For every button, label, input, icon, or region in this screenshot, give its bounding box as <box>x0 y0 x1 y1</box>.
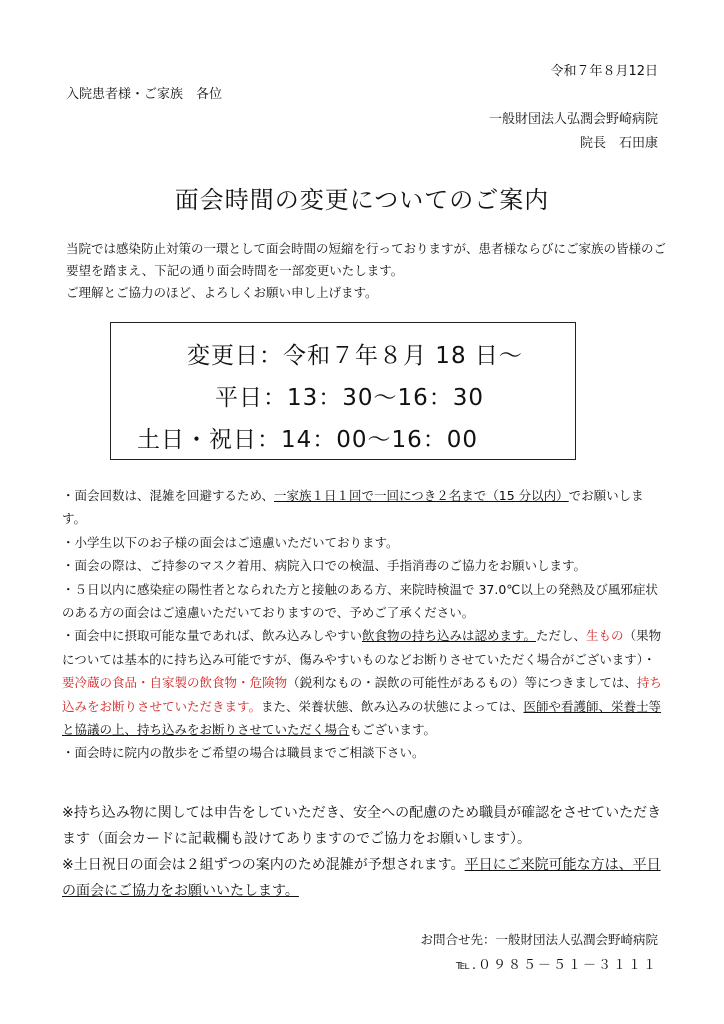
phone-number: ℡.０９８５－５１－３１１１ <box>455 958 658 973</box>
note-item: ・５日以内に感染症の陽性者となられた方と接触のある方、来院時検温で 37.0℃以上の発熱及び風邪症状のある方の面会はご遠慮いただいておりますので、予めご了承ください。 <box>62 581 658 621</box>
schedule-box <box>110 322 576 460</box>
note-text: （鋭利なもの・誤飲の可能性があるもの）等につきましては、 <box>287 675 637 691</box>
contact-label: お問合せ先：一般財団法人弘潤会野崎病院 <box>420 932 658 947</box>
note-red: 要冷蔵の食品 <box>62 675 138 691</box>
director-name: 院長 石田康 <box>579 136 658 151</box>
extra-note: ※持ち込み物に関しては申告をしていただき、安全への配慮のため職員が確認をさせていただきます（面会カードに記載欄も設けてありますのでご協力をお願いします）。 <box>62 805 662 847</box>
change-date: 変更日：令和７年８月 18 日～ <box>187 343 523 369</box>
note-red: ・ <box>137 675 150 691</box>
note-item: ・小学生以下のお子様の面会はご遠慮いただいております。 <box>62 534 399 550</box>
extra-note <box>62 852 666 904</box>
note-text: ただし、 <box>536 628 587 644</box>
intro-text <box>66 238 666 304</box>
note-item: ・面会時に院内の散歩をご希望の場合は職員までご相談下さい。 <box>62 745 425 761</box>
weekend-hours: 土日・祝日：14：00～16：00 <box>137 427 479 453</box>
addressee: 入院患者様・ご家族 各位 <box>66 87 223 102</box>
note-text: ・面会中に摂取可能な量であれば、飲み込みしやすい <box>62 628 363 644</box>
note-underlined: 医師や看護師、栄養士等と協議の上、持ち込みをお断りさせていただく場合 <box>62 698 662 738</box>
note-red: ・ <box>237 675 250 691</box>
extra-notes <box>62 800 666 904</box>
note-text: でお願いします。 <box>62 488 644 527</box>
page-title: 面会時間の変更についてのご案内 <box>174 186 550 214</box>
weekday-hours: 平日：13：30～16：30 <box>215 385 485 411</box>
note-text: ※土日祝日の面会は２組ずつの案内のため混雑が予想されます。 <box>62 857 465 873</box>
organization-name: 一般財団法人弘潤会野崎病院 <box>488 112 658 127</box>
note-text: （果物については基本的に持ち込み可能ですが、傷みやすいものなどお断りさせていただく場合がございます）・ <box>62 628 662 667</box>
note-underlined: 飲食物の持ち込みは認めます。 <box>362 628 537 644</box>
intro-paragraph: 当院では感染防止対策の一環として面会時間の短縮を行っておりますが、患者様ならびにご家族の皆様のご要望を踏まえ、下記の通り面会時間を一部変更いたします。 <box>66 241 667 278</box>
note-red: 危険物 <box>249 675 288 691</box>
note-text: ・面会回数は、混雑を回避するため、 <box>62 488 275 503</box>
note-item <box>62 624 666 741</box>
note-item: ・面会の際は、ご持参のマスク着用、病院入口での検温、手指消毒のご協力をお願いします。 <box>62 558 587 574</box>
note-red: 持ち込みをお断りさせていただきます。 <box>62 675 662 714</box>
note-underlined: 平日にご来院可能な方は、平日の面会にご協力をお願いいたします。 <box>62 857 661 899</box>
notes-list <box>62 484 666 765</box>
document-date: 令和７年８月12日 <box>550 64 658 79</box>
note-red: 生もの <box>586 628 624 644</box>
note-item <box>62 484 666 531</box>
note-text: もございます。 <box>349 722 437 738</box>
note-underlined: 一家族１日１回で一回につき２名まで（15 分以内） <box>274 488 569 503</box>
intro-paragraph: ご理解とご協力のほど、よろしくお願い申し上げます。 <box>66 285 378 300</box>
note-text: また、栄養状態、飲み込みの状態によっては、 <box>261 698 524 714</box>
note-red: 自家製の飲食物 <box>149 675 238 691</box>
